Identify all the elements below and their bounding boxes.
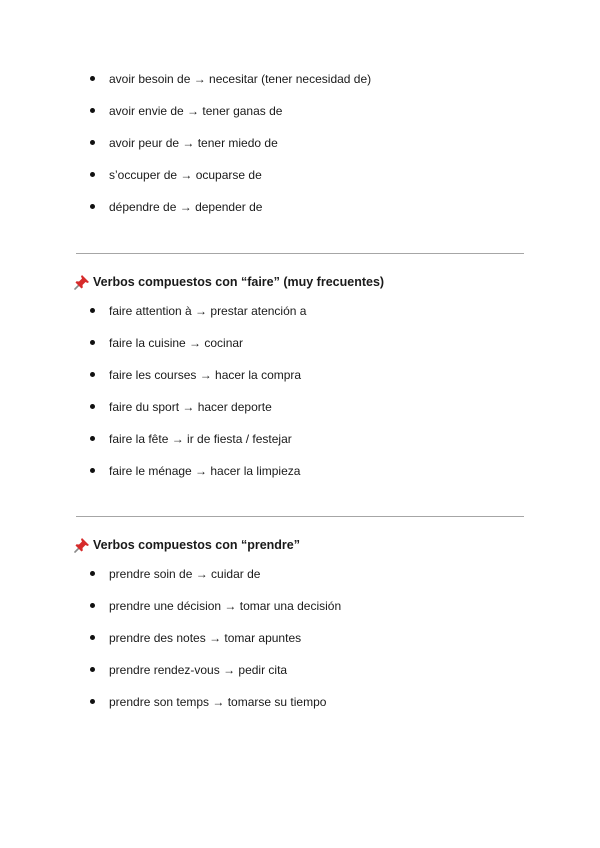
section-title: Verbos compuestos con “prendre”	[93, 538, 300, 552]
section-heading-prendre	[73, 537, 300, 553]
bullet-icon	[90, 172, 95, 177]
list-item-text: faire la fête → ir de fiesta / festejar	[109, 432, 292, 446]
pushpin-icon	[73, 537, 90, 553]
bullet-icon	[90, 699, 95, 704]
list-item-text: faire la cuisine → cocinar	[109, 336, 244, 350]
list-item	[0, 303, 600, 335]
bullet-icon	[90, 140, 95, 145]
list-item	[0, 598, 600, 630]
list-item	[0, 103, 600, 135]
list-faire	[0, 303, 600, 495]
list-prendre	[0, 566, 600, 726]
list-item	[0, 199, 600, 231]
list-item-text: avoir envie de → tener ganas de	[109, 104, 283, 118]
bullet-icon	[90, 603, 95, 608]
list-item	[0, 167, 600, 199]
list-item-text: s’occuper de → ocuparse de	[109, 168, 262, 182]
bullet-icon	[90, 404, 95, 409]
bullet-icon	[90, 667, 95, 672]
bullet-icon	[90, 436, 95, 441]
list-item-text: avoir peur de → tener miedo de	[109, 136, 278, 150]
list-item-text: faire attention à → prestar atención a	[109, 304, 307, 318]
section-title: Verbos compuestos con “faire” (muy frecuentes)	[93, 275, 385, 289]
list-item-text: faire les courses → hacer la compra	[109, 368, 302, 382]
list-item-text: avoir besoin de → necesitar (tener necesidad de)	[109, 72, 372, 86]
list-item	[0, 566, 600, 598]
bullet-icon	[90, 468, 95, 473]
list-item-text: faire le ménage → hacer la limpieza	[109, 464, 301, 478]
bullet-icon	[90, 372, 95, 377]
bullet-icon	[90, 340, 95, 345]
bullet-icon	[90, 308, 95, 313]
list-item	[0, 135, 600, 167]
pushpin-icon	[73, 274, 90, 290]
list-item	[0, 694, 600, 726]
bullet-icon	[90, 76, 95, 81]
list-item	[0, 71, 600, 103]
list-item	[0, 335, 600, 367]
list-item	[0, 367, 600, 399]
section-heading-faire	[73, 274, 384, 290]
bullet-icon	[90, 204, 95, 209]
list-item	[0, 463, 600, 495]
list-item	[0, 630, 600, 662]
bullet-icon	[90, 108, 95, 113]
section-divider	[76, 253, 524, 254]
list-item-text: prendre son temps → tomarse su tiempo	[109, 695, 327, 709]
list-item-text: dépendre de → depender de	[109, 200, 263, 214]
list-item-text: faire du sport → hacer deporte	[109, 400, 272, 414]
bullet-icon	[90, 635, 95, 640]
list-item-text: prendre des notes → tomar apuntes	[109, 631, 302, 645]
list-intro	[0, 71, 600, 231]
bullet-icon	[90, 571, 95, 576]
list-item-text: prendre une décision → tomar una decisión	[109, 599, 342, 613]
list-item	[0, 662, 600, 694]
list-item	[0, 399, 600, 431]
list-item-text: prendre rendez-vous → pedir cita	[109, 663, 288, 677]
list-item-text: prendre soin de → cuidar de	[109, 567, 261, 581]
section-divider	[76, 516, 524, 517]
list-item	[0, 431, 600, 463]
